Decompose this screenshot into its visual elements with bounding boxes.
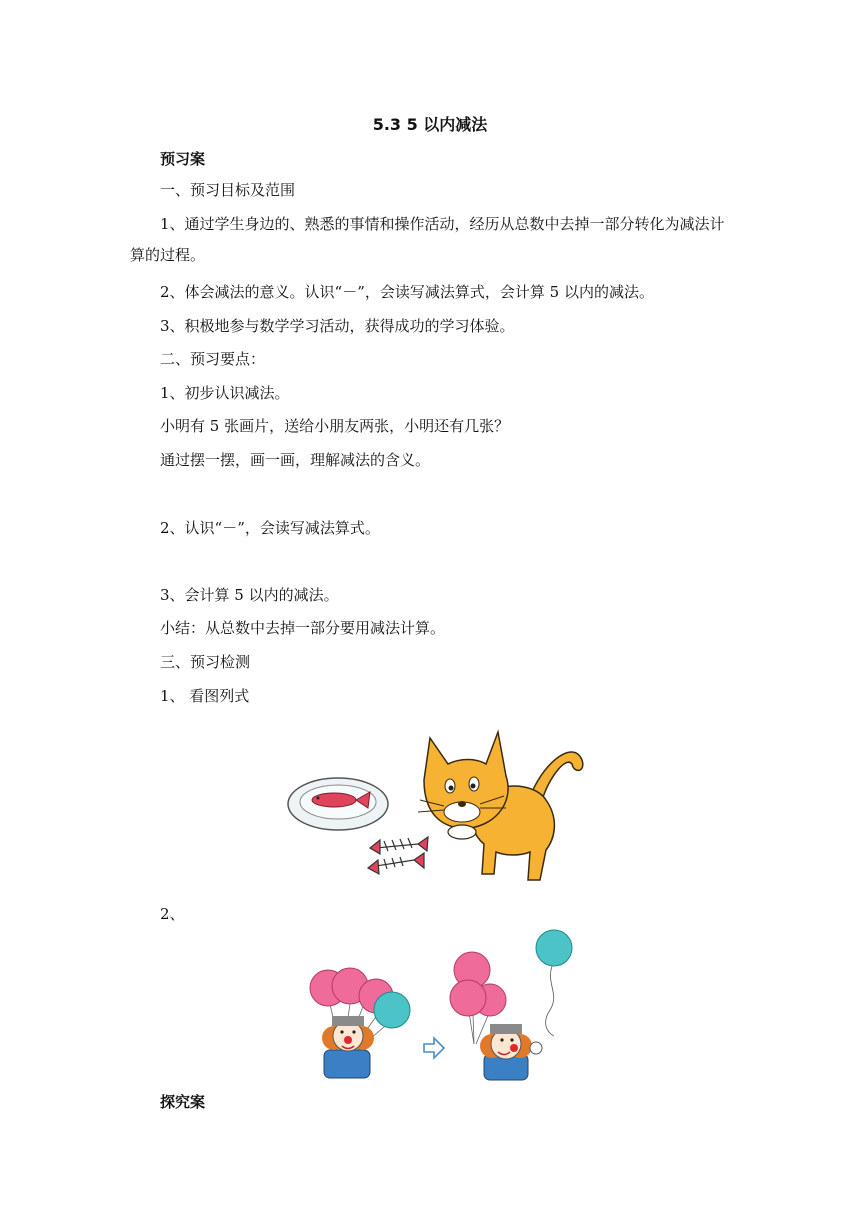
fish-bone-icon <box>370 837 428 854</box>
section-1-heading: 一、预习目标及范围 <box>160 181 296 199</box>
preview-heading: 预习案 <box>160 150 206 168</box>
point-1: 1、初步认识减法。 <box>160 384 290 402</box>
cat-eating-fish-illustration <box>284 720 610 886</box>
document-title: 5.3 5 以内减法 <box>372 115 488 134</box>
summary-text: 小结：从总数中去掉一部分要用减法计算。 <box>160 619 446 637</box>
check-1-label: 1、 看图列式 <box>160 687 250 705</box>
goal-3: 3、积极地参与数学学习活动，获得成功的学习体验。 <box>160 317 515 335</box>
point-1-question: 小明有 5 张画片，送给小朋友两张，小明还有几张？ <box>160 417 510 435</box>
cat-icon <box>418 732 583 880</box>
explore-heading: 探究案 <box>160 1093 206 1111</box>
right-arrow-icon <box>424 1038 444 1058</box>
section-3-heading: 三、预习检测 <box>160 653 251 671</box>
section-2-heading: 二、预习要点： <box>160 350 266 368</box>
point-3: 3、会计算 5 以内的减法。 <box>160 586 339 604</box>
point-2: 2、认识“－”，会读写减法算式。 <box>160 519 380 537</box>
goal-2: 2、体会减法的意义。认识“－”，会读写减法算式，会计算 5 以内的减法。 <box>160 283 654 301</box>
check-2-label: 2、 <box>160 905 185 923</box>
point-1-hint: 通过摆一摆，画一画，理解减法的含义。 <box>160 451 431 469</box>
floating-balloon-icon <box>536 930 572 1036</box>
goal-1-line-2: 算的过程。 <box>130 246 206 264</box>
clown-icon <box>480 1024 542 1080</box>
clown-balloons-illustration <box>284 924 606 1086</box>
fish-bone-icon <box>368 853 424 874</box>
clown-icon <box>322 1016 374 1078</box>
goal-1-line-1: 1、通过学生身边的、熟悉的事情和操作活动，经历从总数中去掉一部分转化为减法计 <box>160 215 725 233</box>
